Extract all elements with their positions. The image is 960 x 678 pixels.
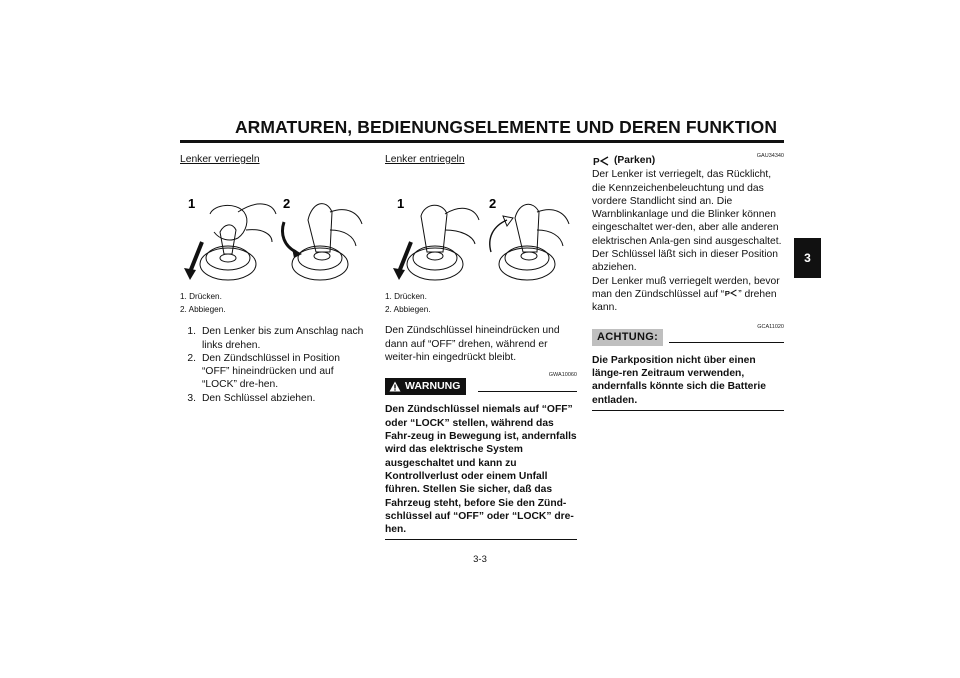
page-number: 3-3 bbox=[473, 554, 487, 565]
caption-2: 2. Abbiegen. bbox=[180, 304, 226, 314]
warning-triangle-icon bbox=[389, 381, 401, 392]
caution-end-rule bbox=[592, 410, 784, 411]
section-title-unlock: Lenker entriegeln bbox=[385, 154, 465, 165]
unlock-instructions: Den Zündschlüssel hineindrücken und dann auf “OFF” drehen, während er weiter-hin eingedrückt bleibt. bbox=[385, 325, 560, 363]
section-code: GAU34340 bbox=[756, 153, 784, 159]
warning-code: GWA10060 bbox=[548, 372, 577, 379]
warning-box bbox=[385, 372, 577, 540]
caption-1: 1. Drücken. bbox=[385, 292, 427, 302]
turn-arrow-icon bbox=[283, 222, 297, 252]
caution-badge: ACHTUNG: bbox=[592, 329, 663, 346]
column-unlock-handlebar bbox=[385, 150, 577, 540]
list-item: 1. Den Lenker bis zum Anschlag nach links drehen. bbox=[187, 326, 364, 351]
warning-end-rule bbox=[385, 539, 577, 540]
list-item: 3. Den Schlüssel abziehen. bbox=[187, 392, 316, 404]
fig-label-2: 2 bbox=[283, 196, 291, 212]
section-title-lock: Lenker verriegeln bbox=[180, 154, 260, 165]
key-turn-drawing bbox=[499, 205, 569, 281]
park-description: Der Lenker ist verriegelt, das Rücklicht, die Kennzeichenbeleuchtung und das vordere Standlicht sind an. Die Warnblinkanlage und die Blinker können eingeschaltet wer-den, aber alle anderen elektrischen Anla-gen sind ausgeschaltet. Der Schlüssel läßt sich in dieser Position abziehen. bbox=[592, 169, 782, 274]
fig-label-2: 2 bbox=[489, 196, 497, 212]
caution-text: Die Parkposition nicht über einen länge-ren Zeitraum verwenden, andernfalls könnte sich die Batterie entladen. bbox=[592, 354, 766, 406]
key-turn-drawing bbox=[292, 204, 362, 280]
lock-steps bbox=[180, 325, 370, 405]
svg-text:P: P bbox=[593, 156, 600, 167]
caption-2: 2. Abbiegen. bbox=[385, 304, 431, 314]
fig-label-1: 1 bbox=[188, 196, 196, 212]
lock-illustration bbox=[180, 172, 370, 290]
caution-code: GCA11020 bbox=[757, 323, 784, 330]
park-note: Der Lenker muß verriegelt werden, bevor man den Zündschlüssel auf “ P ” drehen kann. bbox=[592, 275, 780, 314]
chapter-tab: 3 bbox=[794, 238, 821, 278]
turn-arrow-icon bbox=[490, 220, 507, 252]
title-rule bbox=[180, 140, 784, 143]
caution-header bbox=[592, 329, 784, 346]
column-park bbox=[592, 150, 784, 411]
list-item: 2. Den Zündschlüssel in Position “OFF” hineindrücken und auf “LOCK” dre-hen. bbox=[187, 352, 340, 391]
fig-label-1: 1 bbox=[397, 196, 405, 212]
warning-text: Den Zündschlüssel niemals auf “OFF” oder “LOCK” stellen, während das Fahr-zeug in Bewegung ist, andernfalls wird das elektrische System ausgeschaltet und kann zu Kontrollverlust oder einem Unfall führen. Stellen Sie sicher, daß das Fahrzeug steht, before Sie den Zünd-schlüssel auf “OFF” oder “LOCK” dre-hen. bbox=[385, 404, 577, 536]
key-press-drawing bbox=[200, 204, 276, 280]
key-press-drawing bbox=[407, 206, 479, 281]
warning-badge: WARNUNG bbox=[385, 378, 466, 395]
column-lock-handlebar bbox=[180, 150, 370, 405]
caution-rule bbox=[669, 342, 784, 343]
parking-position-icon bbox=[592, 155, 610, 167]
parking-position-icon bbox=[724, 288, 738, 298]
park-section-title: P (Parken) bbox=[593, 155, 656, 167]
svg-text:P: P bbox=[724, 289, 731, 298]
unlock-illustration bbox=[385, 172, 575, 290]
warning-rule bbox=[478, 391, 577, 392]
caption-1: 1. Drücken. bbox=[180, 292, 222, 302]
page-title: ARMATUREN, BEDIENUNGSELEMENTE UND DEREN FUNKTION bbox=[234, 117, 778, 137]
